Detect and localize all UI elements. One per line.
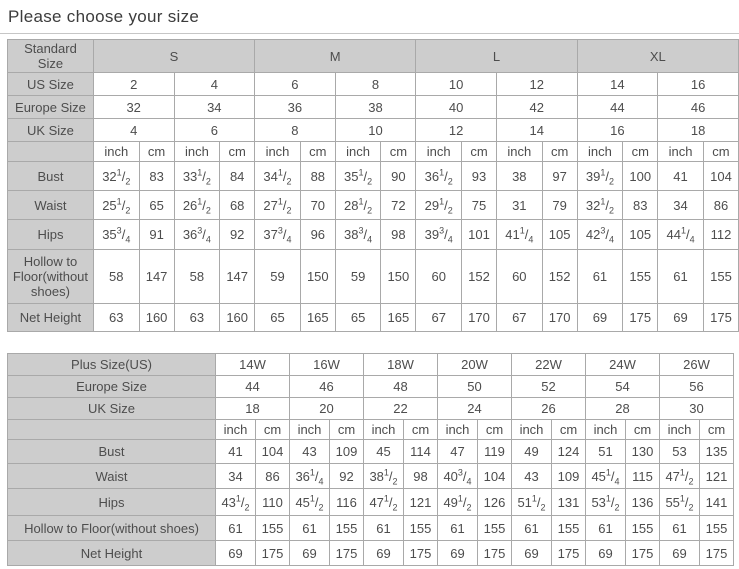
measurement-value: 155 — [478, 516, 512, 541]
measurement-value: 65 — [335, 304, 381, 332]
table-row — [8, 516, 734, 541]
measurement-value: $43^1/_2$ — [216, 489, 256, 516]
measurement-value: 67 — [496, 304, 542, 332]
measurement-value: 104 — [256, 440, 290, 464]
unit-header: cm — [552, 420, 586, 440]
measurement-value: 155 — [703, 250, 738, 304]
measurement-value: 175 — [623, 304, 658, 332]
measurement-value: 104 — [478, 464, 512, 489]
measurement-value: 155 — [700, 516, 734, 541]
measurement-value: $37^3/_4$ — [255, 220, 301, 250]
measurement-value: $27^1/_2$ — [255, 191, 301, 220]
size-value: 4 — [93, 119, 174, 142]
unit-header: inch — [174, 142, 220, 162]
size-value: 16W — [290, 354, 364, 376]
measurement-value: 147 — [139, 250, 174, 304]
measurement-value: 58 — [93, 250, 139, 304]
measurement-value: 170 — [462, 304, 497, 332]
measurement-value: $47^1/_2$ — [364, 489, 404, 516]
row-label: Net Height — [8, 304, 94, 332]
size-value: 2 — [93, 73, 174, 96]
size-value: 6 — [255, 73, 336, 96]
measurement-value: 47 — [438, 440, 478, 464]
measurement-value: 69 — [216, 541, 256, 566]
unit-header: inch — [496, 142, 542, 162]
measurement-value: 69 — [438, 541, 478, 566]
size-group-header: L — [416, 40, 577, 73]
table-row — [8, 162, 739, 191]
unit-header: inch — [416, 142, 462, 162]
unit-header: cm — [478, 420, 512, 440]
size-value: 16 — [577, 119, 658, 142]
measurement-value: 175 — [552, 541, 586, 566]
measurement-value: 175 — [330, 541, 364, 566]
measurement-value: 61 — [216, 516, 256, 541]
size-value: 22W — [512, 354, 586, 376]
measurement-value: 43 — [290, 440, 330, 464]
measurement-value: 175 — [700, 541, 734, 566]
measurement-value: $49^1/_2$ — [438, 489, 478, 516]
measurement-value: $25^1/_2$ — [93, 191, 139, 220]
measurement-value: $40^3/_4$ — [438, 464, 478, 489]
measurement-value: 130 — [626, 440, 660, 464]
size-value: 4 — [174, 73, 255, 96]
unit-header: inch — [577, 142, 623, 162]
measurement-value: 61 — [586, 516, 626, 541]
measurement-value: 84 — [220, 162, 255, 191]
measurement-value: 59 — [255, 250, 301, 304]
measurement-value: $32^1/_2$ — [93, 162, 139, 191]
unit-header: inch — [255, 142, 301, 162]
size-value: 8 — [255, 119, 336, 142]
measurement-value: $39^1/_2$ — [577, 162, 623, 191]
row-label: Europe Size — [8, 376, 216, 398]
measurement-value: $42^3/_4$ — [577, 220, 623, 250]
size-value: 46 — [290, 376, 364, 398]
size-value: 14W — [216, 354, 290, 376]
measurement-value: $29^1/_2$ — [416, 191, 462, 220]
measurement-value: 152 — [462, 250, 497, 304]
measurement-value: 69 — [290, 541, 330, 566]
measurement-value: 86 — [256, 464, 290, 489]
size-value: 56 — [660, 376, 734, 398]
table-row — [8, 376, 734, 398]
measurement-value: 53 — [660, 440, 700, 464]
measurement-value: 69 — [660, 541, 700, 566]
measurement-value: 88 — [300, 162, 335, 191]
row-label: Europe Size — [8, 96, 94, 119]
table-row — [8, 440, 734, 464]
measurement-value: 155 — [552, 516, 586, 541]
measurement-value: 41 — [216, 440, 256, 464]
row-label: Hips — [8, 220, 94, 250]
size-value: 44 — [577, 96, 658, 119]
measurement-value: 155 — [626, 516, 660, 541]
measurement-value: 38 — [496, 162, 542, 191]
measurement-value: 61 — [364, 516, 404, 541]
size-value: 28 — [586, 398, 660, 420]
measurement-value: 175 — [626, 541, 660, 566]
measurement-value: 68 — [220, 191, 255, 220]
measurement-value: 124 — [552, 440, 586, 464]
unit-header: inch — [438, 420, 478, 440]
page — [0, 7, 739, 569]
measurement-value: $45^1/_2$ — [290, 489, 330, 516]
corner-cell — [8, 142, 94, 162]
measurement-value: $39^3/_4$ — [416, 220, 462, 250]
measurement-value: $36^1/_2$ — [416, 162, 462, 191]
row-label: Standard Size — [8, 40, 94, 73]
size-value: 26W — [660, 354, 734, 376]
unit-header: inch — [586, 420, 626, 440]
row-label: Bust — [8, 440, 216, 464]
measurement-value: 155 — [623, 250, 658, 304]
measurement-value: 63 — [93, 304, 139, 332]
measurement-value: 155 — [404, 516, 438, 541]
table-row — [8, 96, 739, 119]
size-value: 8 — [335, 73, 416, 96]
page-title: Please choose your size — [8, 7, 200, 26]
measurement-value: 61 — [660, 516, 700, 541]
table-row — [8, 354, 734, 376]
size-group-header: S — [93, 40, 254, 73]
unit-header: cm — [139, 142, 174, 162]
measurement-value: 63 — [174, 304, 220, 332]
measurement-value: 97 — [542, 162, 577, 191]
measurement-value: 141 — [700, 489, 734, 516]
measurement-value: 49 — [512, 440, 552, 464]
measurement-value: $55^1/_2$ — [660, 489, 700, 516]
row-label: UK Size — [8, 119, 94, 142]
measurement-value: 175 — [703, 304, 738, 332]
table-row — [8, 142, 739, 162]
table-row — [8, 304, 739, 332]
row-label: Hips — [8, 489, 216, 516]
measurement-value: 121 — [700, 464, 734, 489]
size-value: 10 — [335, 119, 416, 142]
measurement-value: 72 — [381, 191, 416, 220]
measurement-value: 61 — [577, 250, 623, 304]
measurement-value: 90 — [381, 162, 416, 191]
size-value: 38 — [335, 96, 416, 119]
measurement-value: 65 — [139, 191, 174, 220]
measurement-value: $36^1/_4$ — [290, 464, 330, 489]
row-label: Net Height — [8, 541, 216, 566]
measurement-value: 58 — [174, 250, 220, 304]
measurement-value: 69 — [364, 541, 404, 566]
measurement-value: 109 — [552, 464, 586, 489]
size-value: 20 — [290, 398, 364, 420]
size-value: 12 — [496, 73, 577, 96]
measurement-value: 165 — [381, 304, 416, 332]
measurement-value: 126 — [478, 489, 512, 516]
measurement-value: $44^1/_4$ — [658, 220, 704, 250]
measurement-value: 155 — [330, 516, 364, 541]
measurement-value: 92 — [330, 464, 364, 489]
size-value: 22 — [364, 398, 438, 420]
measurement-value: 61 — [438, 516, 478, 541]
table-row — [8, 420, 734, 440]
row-label: Hollow to Floor(without shoes) — [8, 250, 94, 304]
size-value: 24 — [438, 398, 512, 420]
measurement-value: 75 — [462, 191, 497, 220]
measurement-value: 83 — [623, 191, 658, 220]
size-value: 50 — [438, 376, 512, 398]
measurement-value: 65 — [255, 304, 301, 332]
size-value: 34 — [174, 96, 255, 119]
measurement-value: 59 — [335, 250, 381, 304]
size-value: 16 — [658, 73, 739, 96]
measurement-value: 119 — [478, 440, 512, 464]
table-row — [8, 73, 739, 96]
unit-header: inch — [364, 420, 404, 440]
measurement-value: $51^1/_2$ — [512, 489, 552, 516]
row-label: Bust — [8, 162, 94, 191]
measurement-value: 175 — [478, 541, 512, 566]
row-label: Plus Size(US) — [8, 354, 216, 376]
table-row — [8, 398, 734, 420]
unit-header: cm — [703, 142, 738, 162]
measurement-value: 70 — [300, 191, 335, 220]
measurement-value: 165 — [300, 304, 335, 332]
measurement-value: 91 — [139, 220, 174, 250]
size-value: 48 — [364, 376, 438, 398]
unit-header: cm — [404, 420, 438, 440]
table-row — [8, 119, 739, 142]
size-group-header: XL — [577, 40, 738, 73]
size-value: 18W — [364, 354, 438, 376]
measurement-value: 45 — [364, 440, 404, 464]
measurement-value: 115 — [626, 464, 660, 489]
title-divider — [0, 33, 739, 34]
measurement-value: 150 — [381, 250, 416, 304]
measurement-value: 69 — [658, 304, 704, 332]
table-row — [8, 220, 739, 250]
measurement-value: $38^1/_2$ — [364, 464, 404, 489]
measurement-value: 121 — [404, 489, 438, 516]
measurement-value: 43 — [512, 464, 552, 489]
measurement-value: $33^1/_2$ — [174, 162, 220, 191]
measurement-value: 105 — [542, 220, 577, 250]
measurement-value: 51 — [586, 440, 626, 464]
measurement-value: $41^1/_4$ — [496, 220, 542, 250]
measurement-value: 83 — [139, 162, 174, 191]
measurement-value: 93 — [462, 162, 497, 191]
measurement-value: 131 — [552, 489, 586, 516]
measurement-value: 86 — [703, 191, 738, 220]
measurement-value: 160 — [139, 304, 174, 332]
measurement-value: 98 — [404, 464, 438, 489]
measurement-value: 170 — [542, 304, 577, 332]
measurement-value: $26^1/_2$ — [174, 191, 220, 220]
unit-header: cm — [300, 142, 335, 162]
measurement-value: 100 — [623, 162, 658, 191]
measurement-value: $45^1/_4$ — [586, 464, 626, 489]
measurement-value: 34 — [216, 464, 256, 489]
measurement-value: 61 — [658, 250, 704, 304]
size-value: 32 — [93, 96, 174, 119]
size-value: 54 — [586, 376, 660, 398]
measurement-value: 69 — [586, 541, 626, 566]
measurement-value: $36^3/_4$ — [174, 220, 220, 250]
measurement-value: 155 — [256, 516, 290, 541]
measurement-value: 79 — [542, 191, 577, 220]
measurement-value: 175 — [404, 541, 438, 566]
measurement-value: $35^1/_2$ — [335, 162, 381, 191]
unit-header: cm — [462, 142, 497, 162]
measurement-value: $53^1/_2$ — [586, 489, 626, 516]
measurement-value: $38^3/_4$ — [335, 220, 381, 250]
size-value: 12 — [416, 119, 497, 142]
measurement-value: 152 — [542, 250, 577, 304]
row-label: UK Size — [8, 398, 216, 420]
measurement-value: 160 — [220, 304, 255, 332]
measurement-value: $47^1/_2$ — [660, 464, 700, 489]
plus-size-table — [7, 353, 734, 566]
measurement-value: 60 — [496, 250, 542, 304]
table-row — [8, 464, 734, 489]
size-value: 30 — [660, 398, 734, 420]
measurement-value: 31 — [496, 191, 542, 220]
size-value: 46 — [658, 96, 739, 119]
measurement-value: 104 — [703, 162, 738, 191]
measurement-value: 135 — [700, 440, 734, 464]
size-value: 14 — [577, 73, 658, 96]
size-value: 14 — [496, 119, 577, 142]
unit-header: inch — [660, 420, 700, 440]
measurement-value: 61 — [290, 516, 330, 541]
size-value: 42 — [496, 96, 577, 119]
unit-header: cm — [256, 420, 290, 440]
unit-header: inch — [512, 420, 552, 440]
measurement-value: 110 — [256, 489, 290, 516]
measurement-value: 60 — [416, 250, 462, 304]
measurement-value: $34^1/_2$ — [255, 162, 301, 191]
row-label: Waist — [8, 464, 216, 489]
size-value: 6 — [174, 119, 255, 142]
measurement-value: 98 — [381, 220, 416, 250]
unit-header: cm — [330, 420, 364, 440]
measurement-value: 136 — [626, 489, 660, 516]
measurement-value: $35^3/_4$ — [93, 220, 139, 250]
measurement-value: 69 — [577, 304, 623, 332]
corner-cell — [8, 420, 216, 440]
table-row — [8, 191, 739, 220]
measurement-value: 150 — [300, 250, 335, 304]
measurement-value: 41 — [658, 162, 704, 191]
measurement-value: 101 — [462, 220, 497, 250]
unit-header: cm — [542, 142, 577, 162]
table-row — [8, 40, 739, 73]
unit-header: cm — [381, 142, 416, 162]
unit-header: inch — [216, 420, 256, 440]
measurement-value: 175 — [256, 541, 290, 566]
measurement-value: 92 — [220, 220, 255, 250]
row-label: Waist — [8, 191, 94, 220]
row-label: US Size — [8, 73, 94, 96]
unit-header: cm — [623, 142, 658, 162]
measurement-value: 109 — [330, 440, 364, 464]
measurement-value: $32^1/_2$ — [577, 191, 623, 220]
measurement-value: 96 — [300, 220, 335, 250]
size-value: 52 — [512, 376, 586, 398]
size-value: 18 — [658, 119, 739, 142]
measurement-value: $28^1/_2$ — [335, 191, 381, 220]
size-value: 44 — [216, 376, 290, 398]
measurement-value: 69 — [512, 541, 552, 566]
size-value: 20W — [438, 354, 512, 376]
measurement-value: 67 — [416, 304, 462, 332]
size-value: 10 — [416, 73, 497, 96]
size-value: 24W — [586, 354, 660, 376]
unit-header: cm — [626, 420, 660, 440]
unit-header: cm — [220, 142, 255, 162]
measurement-value: 112 — [703, 220, 738, 250]
unit-header: inch — [93, 142, 139, 162]
table-row — [8, 489, 734, 516]
size-value: 36 — [255, 96, 336, 119]
standard-size-table — [7, 39, 739, 332]
unit-header: inch — [290, 420, 330, 440]
size-group-header: M — [255, 40, 416, 73]
table-row — [8, 250, 739, 304]
size-value: 18 — [216, 398, 290, 420]
measurement-value: 105 — [623, 220, 658, 250]
measurement-value: 61 — [512, 516, 552, 541]
unit-header: inch — [335, 142, 381, 162]
measurement-value: 114 — [404, 440, 438, 464]
measurement-value: 34 — [658, 191, 704, 220]
measurement-value: 116 — [330, 489, 364, 516]
size-value: 26 — [512, 398, 586, 420]
unit-header: inch — [658, 142, 704, 162]
unit-header: cm — [700, 420, 734, 440]
size-value: 40 — [416, 96, 497, 119]
row-label: Hollow to Floor(without shoes) — [8, 516, 216, 541]
measurement-value: 147 — [220, 250, 255, 304]
